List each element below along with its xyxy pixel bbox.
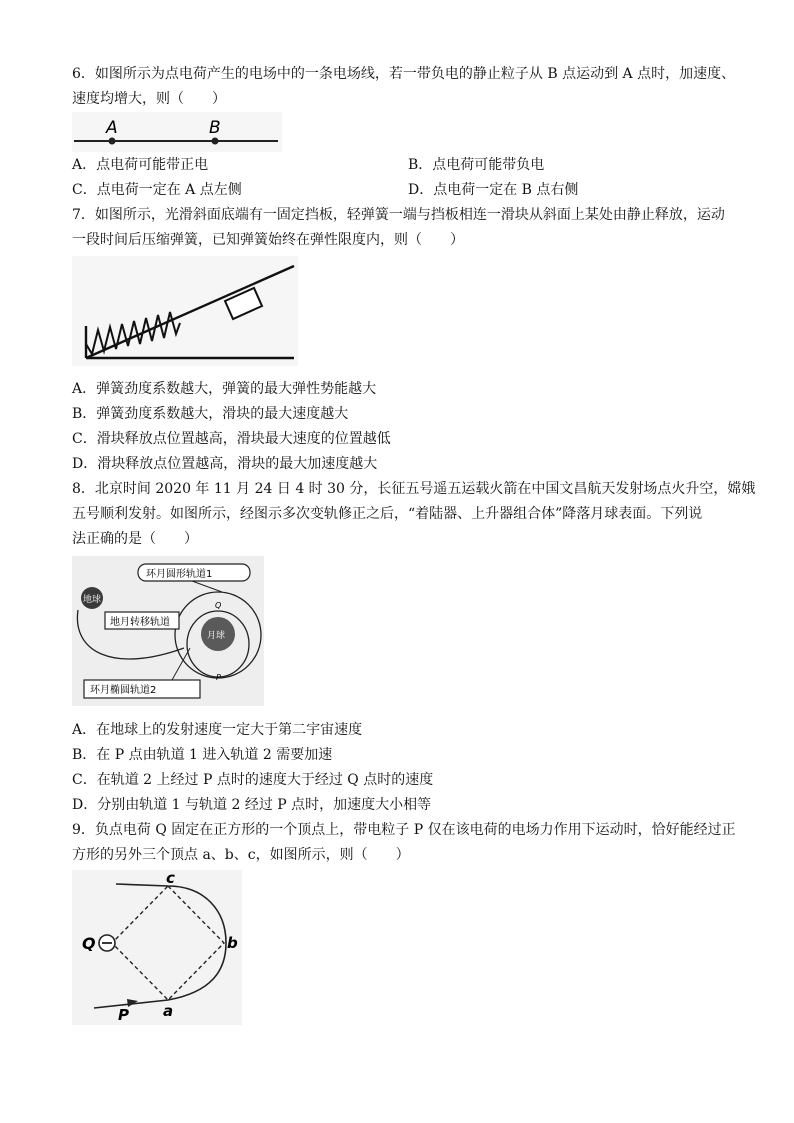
q8-orbit-figure — [72, 556, 264, 706]
point-a-dot — [109, 138, 116, 145]
label-p: P — [118, 1006, 129, 1024]
label-q: Q — [82, 934, 96, 953]
point-p-label: P — [216, 673, 221, 682]
q8-stem-line2: 五号顺利发射。如图所示，经图示多次变轨修正之后，“着陆器、上升器组合体”降落月球表面。下列说 — [72, 506, 703, 522]
q7-option-d: D．滑块释放点位置越高，滑块的最大加速度越大 — [72, 456, 378, 472]
q6-stem-line2: 速度均增大，则（ ） — [72, 91, 226, 107]
point-b-dot — [212, 138, 219, 145]
q8-option-d: D．分别由轨道 1 与轨道 2 经过 P 点时，加速度大小相等 — [72, 797, 432, 813]
q7-incline-spring-figure — [72, 256, 298, 366]
q8-option-a: A．在地球上的发射速度一定大于第二宇宙速度 — [72, 722, 363, 738]
q8-option-b: B．在 P 点由轨道 1 进入轨道 2 需要加速 — [72, 747, 333, 763]
q6-field-line-figure — [72, 112, 282, 152]
q6-option-a: A．点电荷可能带正电 — [72, 157, 209, 173]
q6-stem-line1: 6．如图所示为点电荷产生的电场中的一条电场线，若一带负电的静止粒子从 B 点运动到 A 点时，加速度、 — [72, 66, 736, 82]
q7-option-b: B．弹簧劲度系数越大，滑块的最大速度越大 — [72, 406, 349, 422]
earth-label: 地球 — [83, 595, 102, 605]
point-q-label: Q — [215, 601, 222, 610]
circular-orbit-label: 环月圆形轨道1 — [146, 569, 213, 580]
q9-stem-line1: 9．负点电荷 Q 固定在正方形的一个顶点上，带电粒子 P 仅在该电荷的电场力作用下运动时，恰好能经过正 — [72, 822, 736, 838]
q9-stem-line2: 方形的另外三个顶点 a、b、c，如图所示，则（ ） — [72, 847, 410, 863]
label-c: c — [166, 870, 175, 887]
q8-stem-line3: 法正确的是（ ） — [72, 531, 198, 547]
q7-stem-line2: 一段时间后压缩弹簧，已知弹簧始终在弹性限度内，则（ ） — [72, 232, 464, 248]
moon-label: 月球 — [207, 631, 226, 641]
q6-option-b: B．点电荷可能带负电 — [408, 157, 545, 173]
q9-square-trajectory-figure — [72, 870, 242, 1025]
q7-stem-line1: 7．如图所示，光滑斜面底端有一固定挡板，轻弹簧一端与挡板相连一滑块从斜面上某处由静止释放，运动 — [72, 207, 725, 223]
elliptical-orbit-label: 环月椭圆轨道2 — [90, 685, 157, 696]
label-b: B — [209, 118, 221, 138]
q7-option-c: C．滑块释放点位置越高，滑块最大速度的位置越低 — [72, 431, 391, 447]
q6-option-d: D．点电荷一定在 B 点右侧 — [408, 182, 579, 198]
label-a: A — [106, 118, 118, 138]
transfer-orbit-label: 地月转移轨道 — [110, 617, 170, 628]
label-a: a — [163, 1002, 174, 1020]
q8-option-c: C．在轨道 2 上经过 P 点时的速度大于经过 Q 点时的速度 — [72, 772, 434, 788]
q8-stem-line1: 8．北京时间 2020 年 11 月 24 日 4 时 30 分，长征五号遥五运载火箭在中国文昌航天发射场点火升空，嫦娥 — [72, 481, 756, 497]
label-b: b — [227, 934, 238, 952]
q6-option-c: C．点电荷一定在 A 点左侧 — [72, 182, 242, 198]
q7-option-a: A．弹簧劲度系数越大，弹簧的最大弹性势能越大 — [72, 381, 377, 397]
